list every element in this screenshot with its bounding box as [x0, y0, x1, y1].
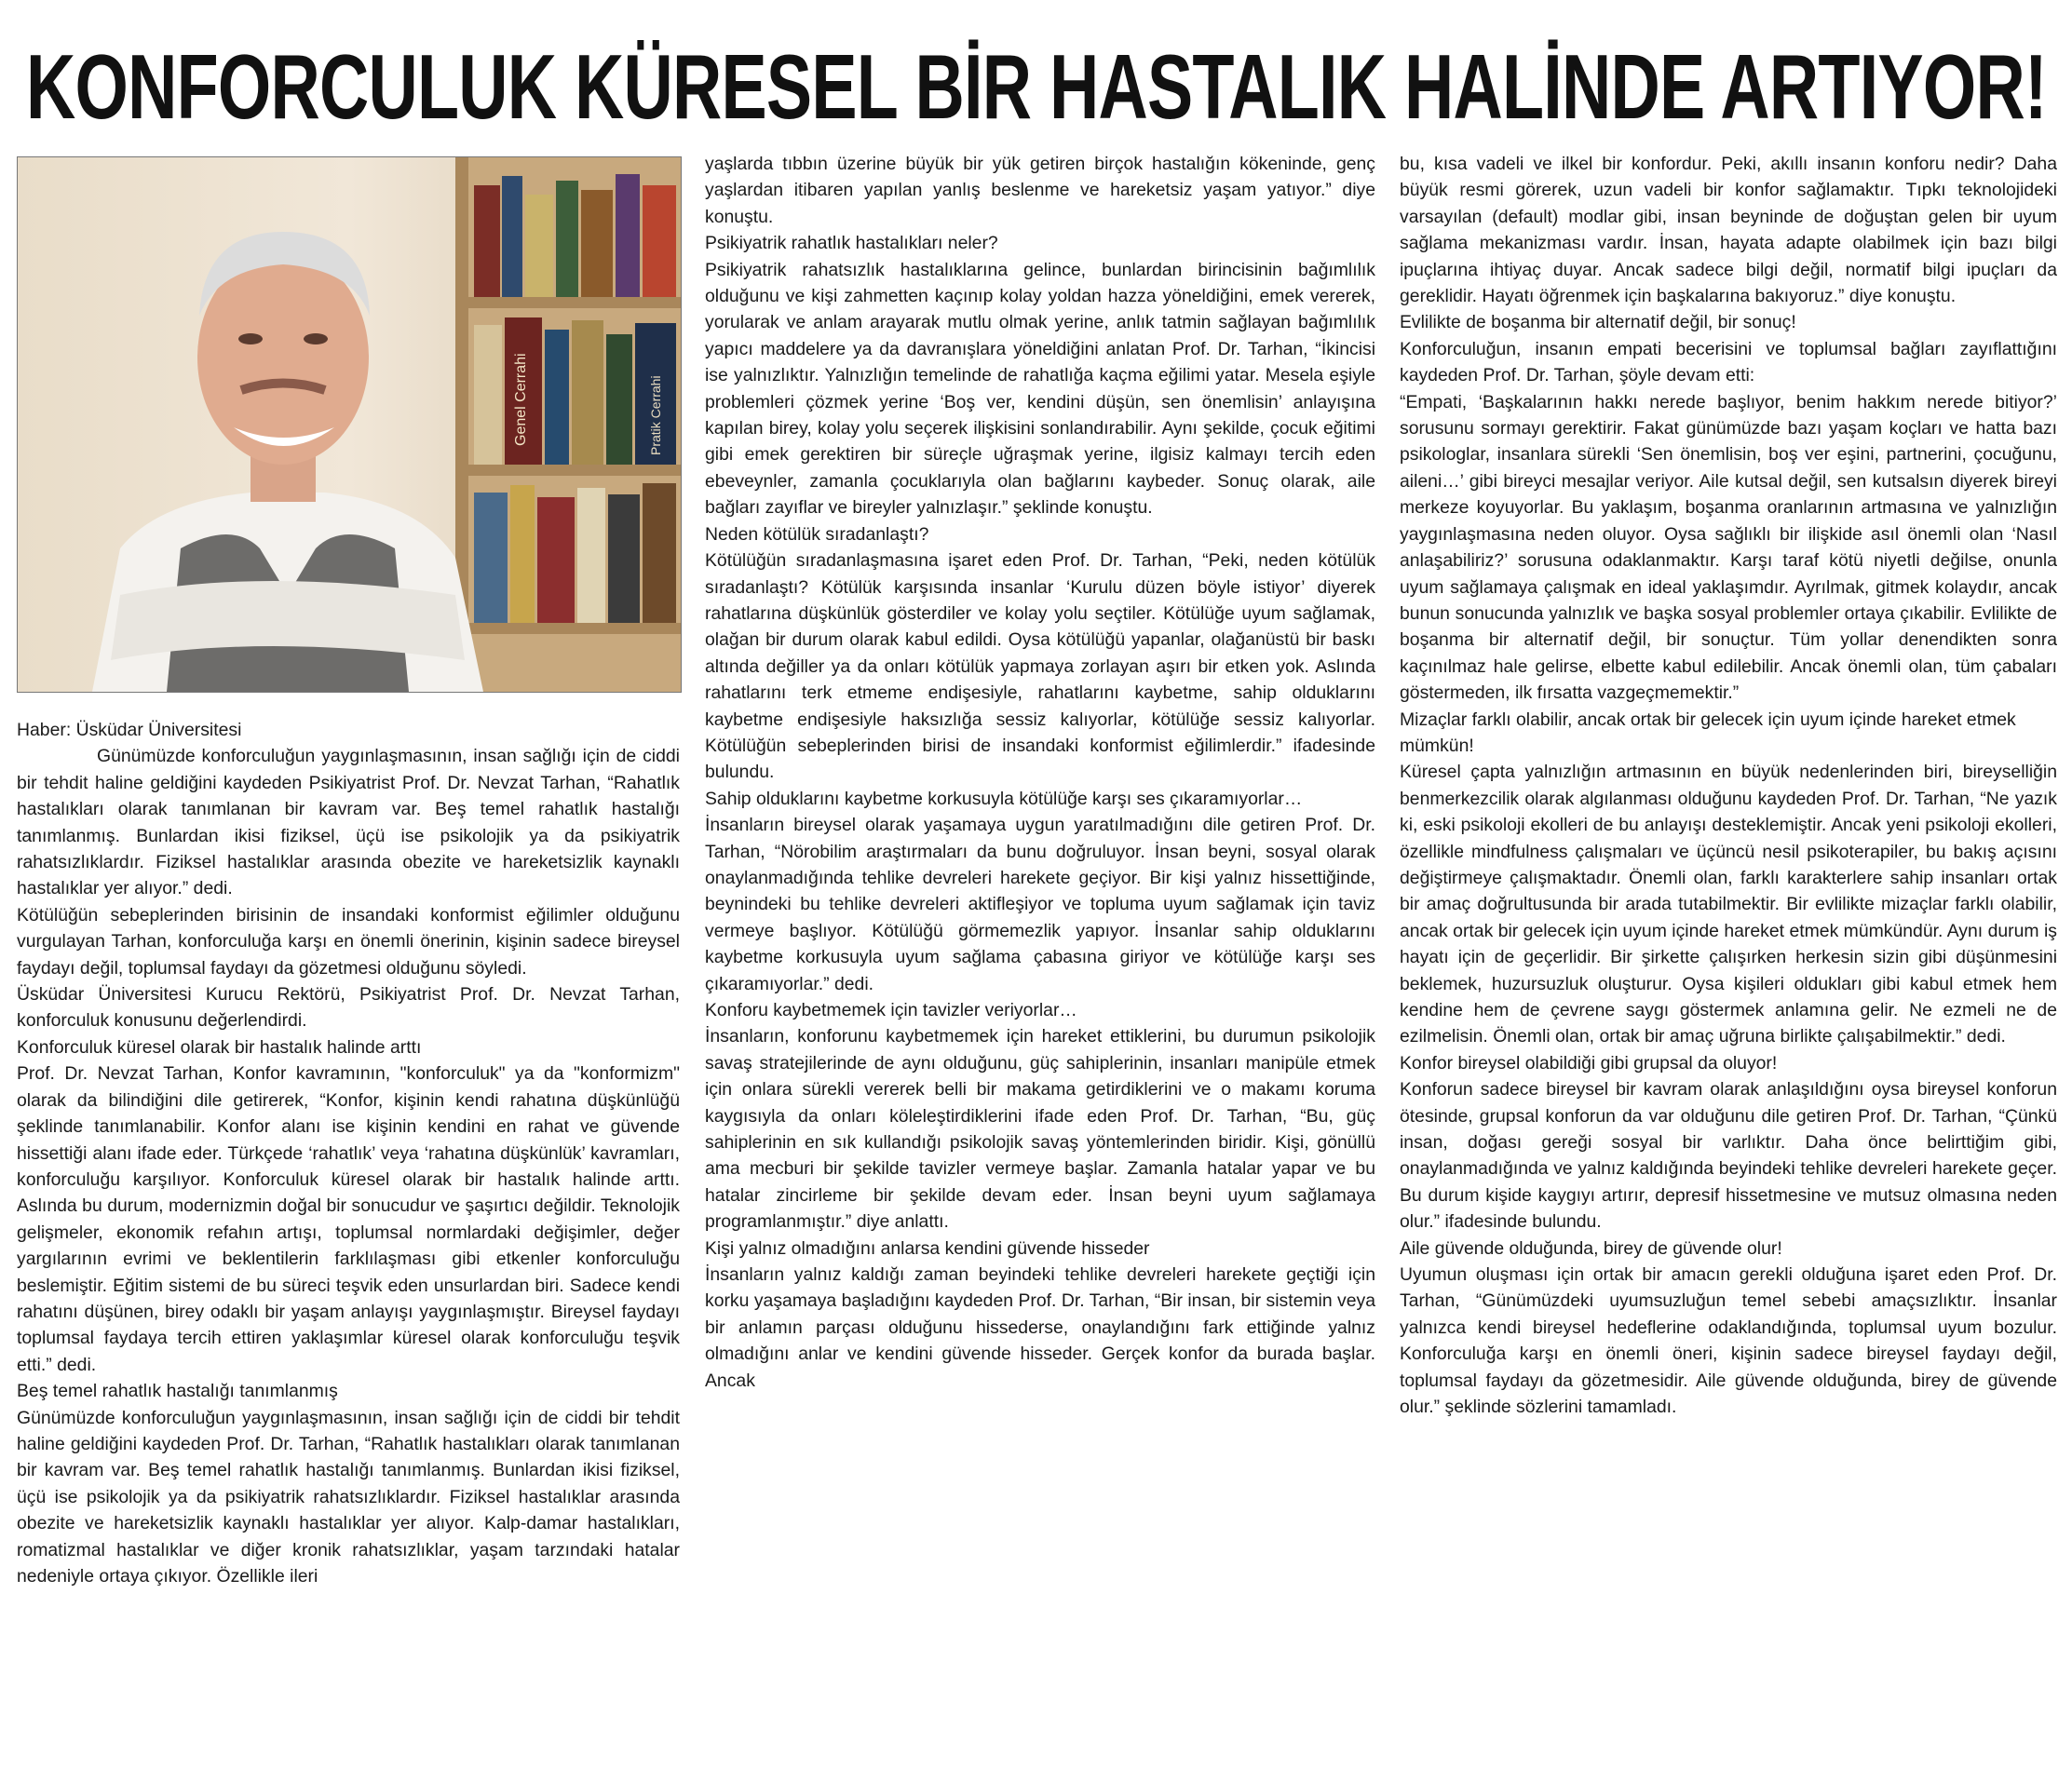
subheading: Mizaçlar farklı olabilir, ancak ortak bir gelecek için uyum içinde hareket etmek mümkün! — [1400, 709, 2016, 756]
article-column-1 — [17, 717, 680, 1763]
paragraph: Konforculuğun, insanın empati becerisini ve toplumsal bağları zayıflattığını kaydeden Prof. Dr. Tarhan, şöyle devam etti: — [1400, 338, 2057, 386]
paragraph: “Empati, ‘Başkalarının hakkı nerede başlıyor, benim hakkım nerede bitiyor?’ sorusunu sormayı gerektirir. Fakat günümüzde bazı yaşam koçları ve hatta bazı psikologlar, insanlara sürekli ‘Sen önemlisin, boş ver eşini, partnerini, çocuğunu, aileni…’ gibi bireyci mesajlar veriyor. Aile kutsal değil, sen kutsalsın diyerek bireyi merkeze koyuyorlar. Bu yaklaşım, boşanma oranlarının artmasına ve yalnızlığın yaygınlaşmasına neden oluyor. Oysa sağlıklı bir ilişkide asıl önemli olan ‘Nasıl anlaşabiliriz?’ sorusuna odaklanmaktır. Karşı taraf kötü niyetli değilse, onunla uyum sağlamaya çalışmak en ideal yaklaşımdır. Ayrılmak, gitmek kolaydır, ancak bunun sonucunda yalnızlık ve başka sosyal problemler ortaya çıkabilir. Evlilikte de boşanma bir alternatif değil, bir sonuçtur. Tüm yollar denendikten sonra kaçınılmaz hale gelirse, elbette kabul edilebilir. Ancak önemli olan, tüm çabaları göstermeden, ilk fırsatta vazgeçmemektir.” — [1400, 391, 2057, 704]
paragraph: Kötülüğün sıradanlaşmasına işaret eden Prof. Dr. Tarhan, “Peki, neden kötülük sıradanlaştı? Kötülük karşısında insanlar ‘Kurulu düzen böyle istiyor’ diyerek rahatlarına düşkünlük gösterdiler ve kolay yolu seçtiler. Kötülüğe uyum sağlamak, olağan bir durum olarak kabul edildi. Oysa kötülüğü yapanlar, olağanüstü bir baskı altında değiller ya da onları kötülük yapmaya zorlayan aşırı bir etken yok. Aslında rahatlarını terk etmeme endişesiyle, rahatlarını kaybetme, sahip olduklarını kaybetme endişesiyle haksızlığa sessiz kalıyorlar, kötülüğe sessiz kalıyorlar. Kötülüğün sebeplerinden birisi de insandaki konformist eğilimlerdir.” ifadesinde bulundu. — [705, 550, 1375, 783]
subheading: Aile güvende olduğunda, birey de güvende olur! — [1400, 1237, 1782, 1259]
paragraph: İnsanların bireysel olarak yaşamaya uygun yaratılmadığını dile getiren Prof. Dr. Tarhan, “Nörobilim araştırmaları da bunu doğruluyor. İnsan beyni, sosyal olarak onaylanmadığında tehlike devreleri harekete geçiyor. Bir kişi yalnız hissettiğinde, beynindeki bu tehlike devreleri aktifleşiyor ve topluma uyum sağlamak için taviz vermeye başlıyor. Kötülüğü görmemezlik yapıyor. İnsanlar sahip olduklarını kaybetme korkusuyla uyum sağlama çabasına giriyor ve kötülüğe karşı ses çıkaramıyorlar.” dedi. — [705, 815, 1375, 994]
paragraph: Kötülüğün sebeplerinden birisinin de insandaki konformist eğilimler olduğunu vurgulayan Tarhan, konforculuğa karşı en önemli önerinin, kişinin sadece bireysel faydayı değil, toplumsal faydayı da gözetmesi olduğunu söyledi. — [17, 904, 680, 979]
article-photo — [17, 156, 682, 693]
paragraph: Prof. Dr. Nevzat Tarhan, Konfor kavramının, "konforculuk" ya da "konformizm" olarak da bilindiğini dile getirerek, “Konfor, kişinin kendi rahatına düşkünlüğü şeklinde tanımlanabilir. Konfor alanı ise kişinin kendini en rahat ve güvende hissettiği alanı ifade eder. Türkçede ‘rahatlık’ veya ‘rahatına düşkünlük’ kavramları, konforculuğu karşılıyor. Konforculuk küresel olarak bir hastalık halinde arttı. Aslında bu durum, modernizmin doğal bir sonucudur ve şaşırtıcı değildir. Teknolojik gelişmeler, ekonomik refahın artışı, toplumsal normlardaki değişimler, değer yargılarının evrimi ve beklentilerin farklılaşması gibi etkenler konforculuğu beslemiştir. Eğitim sistemi de bu süreci teşvik eden unsurlardan biri. Sadece kendi rahatını düşünen, birey odaklı bir yaşam anlayışı yaygınlaşmıştır. Bireysel faydayı toplumsal faydaya tercih ettiren yaklaşımlar küresel olarak konforculuğu teşvik etti.” dedi. — [17, 1063, 680, 1375]
headline: KONFORCULUK KÜRESEL BİR HASTALIK HALİNDE ARTIYOR! — [26, 35, 2047, 138]
book-spine-text-2: Pratik Cerrahi — [648, 375, 663, 455]
paragraph: Günümüzde konforculuğun yaygınlaşmasının, insan sağlığı için de ciddi bir tehdit haline geldiğini kaydeden Psikiyatrist Prof. Dr. Nevzat Tarhan, “Rahatlık hastalıkları olarak tanımlanan bir kavram var. Beş temel rahatlık hastalığı tanımlanmış. Bunlardan ikisi fiziksel, üçü ise psikolojik ya da psikiyatrik rahatsızlıklardır. Fiziksel hastalıklar arasında obezite ve hareketsizlik kaynaklı hastalıklar yer alıyor.” dedi. — [17, 746, 680, 899]
paragraph: yaşlarda tıbbın üzerine büyük bir yük getiren birçok hastalığın kökeninde, genç yaşlardan itibaren yapılan yanlış beslenme ve hareketsiz yaşam yatıyor.” diye konuştu. — [705, 154, 1375, 227]
subheading: Konforu kaybetmemek için tavizler veriyorlar… — [705, 1000, 1077, 1020]
paragraph: İnsanların yalnız kaldığı zaman beyindeki tehlike devreleri harekete geçtiği için korku yaşamaya başladığını kaydeden Prof. Dr. Tarhan, “Bir insan, bir sistemin veya bir anlamın parçası olduğunu hissederse, onaylandığını fark ettiğinde yalnız olmadığını anlar ve kendini güvende hisseder. Gerçek konfor da burada başlar. Ancak — [705, 1264, 1375, 1391]
subheading: Konforculuk küresel olarak bir hastalık halinde arttı — [17, 1036, 422, 1058]
article-column-3 — [1400, 151, 2057, 1763]
subheading: Kişi yalnız olmadığını anlarsa kendini güvende hisseder — [705, 1237, 1150, 1259]
paragraph: İnsanların, konforunu kaybetmemek için hareket ettiklerini, bu durumun psikolojik savaş stratejilerinde de aynı olduğunu, güç sahiplerinin, insanları manipüle etmek için onlara sürekli vererek belli bir makama getirdiklerini ve o makamı koruma kaygısıyla da onları köleleştirdiklerini ifade eden Prof. Dr. Tarhan, “Bu, güç sahiplerinin en sık kullandığı psikolojik savaş yöntemlerinden biridir. Kişi, gönüllü ama mecburi bir şekilde tavizler vermeye başlar. Zamanla hatalar yapar ve bu hatalar zincirleme bir şekilde devam eder. İnsan beyni uyum sağlamaya programlanmıştır.” diye anlattı. — [705, 1026, 1375, 1233]
paragraph: Haber: Üsküdar Üniversitesi — [17, 720, 242, 740]
paragraph: Günümüzde konforculuğun yaygınlaşmasının, insan sağlığı için de ciddi bir tehdit haline geldiğini kaydeden Prof. Dr. Tarhan, “Rahatlık hastalıkları olarak tanımlanan bir kavram var. Beş temel rahatlık hastalığı tanımlanmış. Bunlardan ikisi fiziksel, üçü ise psikolojik ya da psikiyatrik rahatsızlıklardır. Fiziksel hastalıklar arasında obezite ve hareketsizlik kaynaklı hastalıklar yer alıyor. Kalp-damar hastalıkları, romatizmal hastalıklar ve diğer kronik rahatsızlıklar, yaşam tarzındaki hatalar nedeniyle ortaya çıkıyor. Özellikle ileri — [17, 1407, 680, 1587]
book-row-top — [474, 174, 676, 297]
subheading: Psikiyatrik rahatlık hastalıkları neler? — [705, 233, 998, 254]
paragraph: Uyumun oluşması için ortak bir amacın gerekli olduğuna işaret eden Prof. Dr. Tarhan, “Günümüzdeki uyumsuzluğun temel sebebi amaçsızlıktır. İnsanlar yalnızca kendi bireysel hedeflerine odaklandığında, toplumsal uyum bozulur. Konforculuğa karşı en önemli öneri, kişinin sadece bireysel faydayı değil, toplumsal faydayı da gözetmesidir. Aile güvende olduğunda, birey de güvende olur.” şeklinde sözlerini tamamladı. — [1400, 1264, 2057, 1418]
subheading: Konfor bireysel olabildiği gibi grupsal da oluyor! — [1400, 1052, 1778, 1074]
paragraph: Konforun sadece bireysel bir kavram olarak anlaşıldığını oysa bireysel konforun ötesinde, grupsal konforun da var olduğunu dile getiren Prof. Dr. Tarhan, “Çünkü insan, doğası gereği sosyal bir varlıktır. Daha önce belirttiğim gibi, onaylanmadığında ve yalnız kaldığında beyindeki tehlike devreleri harekete geçer. Bu durum kişide kaygıyı artırır, depresif hissetmesine ve mutsuz olmasına neden olur.” ifadesinde bulundu. — [1400, 1079, 2057, 1233]
portrait-illustration — [18, 157, 681, 692]
paragraph: bu, kısa vadeli ve ilkel bir konfordur. Peki, akıllı insanın konforu nedir? Daha büyük resmi görerek, uzun vadeli bir konfor sağlamaktır. Tıpkı teknolojideki varsayılan (default) modlar gibi, insan beyninde de doğuştan gelen bir uyum sağlama mekanizması vardır. İnsan, hayata adapte olabilmek için bazı bilgi ipuçlarına ihtiyaç duyar. Ancak sadece bilgi değil, normatif bilgi ipuçları da gereklidir. Hayatı öğrenmek için başkalarına bakıyoruz.” diye konuştu. — [1400, 154, 2057, 307]
subheading: Neden kötülük sıradanlaştı? — [705, 523, 929, 545]
paragraph: Psikiyatrik rahatsızlık hastalıklarına gelince, bunlardan birincisinin bağımlılık olduğunu ve kişi zahmetten kaçınıp kolay yoldan hazza yöneldiğini, emek vererek, yorularak ve anlam arayarak mutlu olmak yerine, anlık tatmin sağlayan bağımlılık yapıcı maddelere ya da davranışlara yöneldiğini anlatan Prof. Dr. Tarhan, “İkincisi ise yalnızlıktır. Yalnızlığın temelinde de rahatlığa kaçma eğilimi yatar. Mesela eşiyle problemleri çözmek yerine ‘Boş ver, kendini düşün, sen önemlisin’ anlayışına kapılan birey, kolay yolu seçerek ilişkisini sonlandırabilir. Aynı şekilde, çocuk eğitimi gibi emek gerektiren bir süreçle uğraşmak yerine, ilgisiz kalmayı tercih eden ebeveynler, zamanla çocuklarıyla olan bağlarını kaybeder. Sonuç olarak, aile bağları zayıflar ve bireyler yalnızlaşır.” şeklinde konuştu. — [705, 259, 1375, 519]
subheading: Beş temel rahatlık hastalığı tanımlanmış — [17, 1381, 338, 1402]
paragraph: Üsküdar Üniversitesi Kurucu Rektörü, Psikiyatrist Prof. Dr. Nevzat Tarhan, konforculuk konusunu değerlendirdi. — [17, 984, 680, 1032]
subheading: Evlilikte de boşanma bir alternatif değil, bir sonuç! — [1400, 312, 1796, 333]
subheading: Sahip olduklarını kaybetme korkusuyla kötülüğe karşı ses çıkaramıyorlar… — [705, 788, 1303, 809]
paragraph: Küresel çapta yalnızlığın artmasının en büyük nedenlerinden biri, bireyselliğin benmerkezcilik olarak algılanması olduğunu kaydeden Prof. Dr. Tarhan, “Ne yazık ki, eski psikoloji ekolleri de bu anlayışı desteklemiştir. Ancak yeni psikoloji ekolleri, özellikle mindfulness çalışmaları ve üçüncü nesil psikoterapiler, bu bakış açısını değiştirmeye çalışmaktadır. Önemli olan, farklı karakterlere sahip insanları ortak bir amaç doğrultusunda bir arada tutabilmektir. Bir evlilikte mizaçlar farklı olabilir, ancak ortak bir gelecek için uyum içinde hareket etmek mümkündür. Aynı durum iş hayatı için de geçerlidir. Bir şirkette çalışırken herkesin sizin gibi düşünmesini beklemek, huzursuzluk oluşturur. Oysa kişileri oldukları gibi kabul etmek hem kendine hem de çevrene saygı göstermek anlamına gelir. Ne ezmeli ne de ezilmelisin. Önemli olan, ortak bir amaç uğruna birlikte çalışabilmektir.” dedi. — [1400, 762, 2057, 1047]
book-spine-text-1: Genel Cerrahi — [513, 353, 529, 446]
article-column-2 — [705, 151, 1375, 1763]
